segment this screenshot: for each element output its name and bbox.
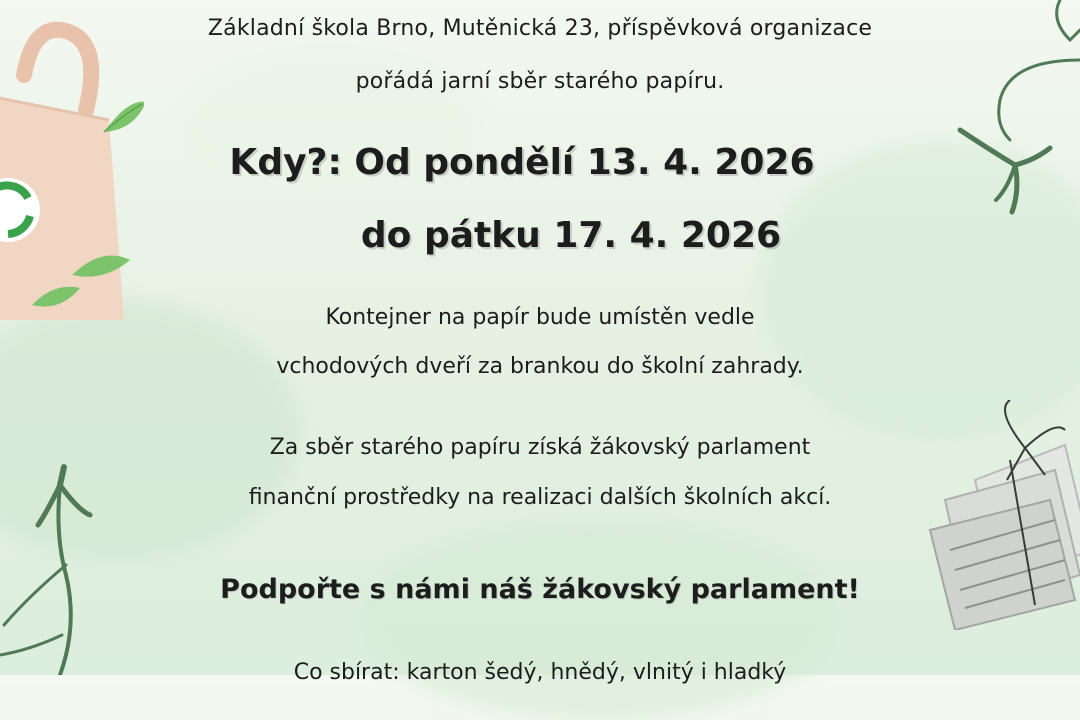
date-to-heading: do pátku 17. 4. 2026 xyxy=(360,215,782,256)
call-to-action: Podpořte s námi náš žákovský parlament! xyxy=(220,574,860,605)
purpose-text-line2: finanční prostředky na realizaci dalších školních akcí. xyxy=(248,485,832,510)
date-from-heading: Kdy?: Od pondělí 13. 4. 2026 xyxy=(229,142,815,183)
event-description: pořádá jarní sběr starého papíru. xyxy=(355,69,725,94)
what-to-collect-text: Co sbírat: karton šedý, hnědý, vlnitý i hladký xyxy=(293,660,787,685)
purpose-text-line1: Za sběr starého papíru získá žákovský parlament xyxy=(269,435,811,460)
location-text-line1: Kontejner na papír bude umístěn vedle xyxy=(325,305,755,330)
location-text-line2: vchodových dveří za brankou do školní zahrady. xyxy=(276,354,804,379)
organizer-text: Základní škola Brno, Mutěnická 23, příspěvková organizace xyxy=(207,16,873,41)
